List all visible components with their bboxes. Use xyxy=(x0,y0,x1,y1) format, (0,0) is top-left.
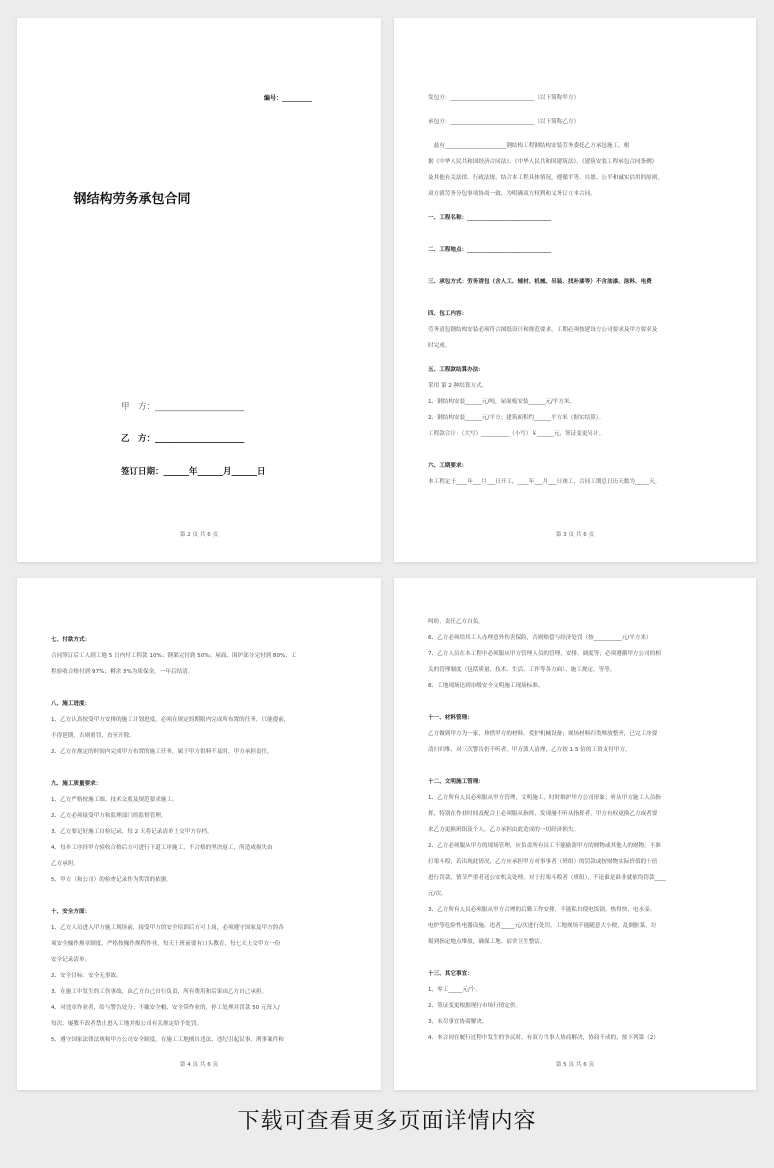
page-footer: 第 5 页 共 6 页 xyxy=(555,1062,595,1068)
body-text-line: 6、乙方必须给其工人办理意外伤害保险，否则赔偿与经济处罚（按__________元/平方米） xyxy=(428,635,652,641)
section-heading: 二、工程地点：______________________________ xyxy=(428,247,552,253)
section-heading: 四、包工内容： xyxy=(428,311,468,317)
body-text-line: 2、钢结构安装______元/平方；建筑面积约______平方米（据实结算）。 xyxy=(428,415,605,421)
body-text-line: 1、钢结构安装______元/吨，屋面板安装______元/平方米。 xyxy=(428,399,576,405)
section-heading: 十、安全方面： xyxy=(51,909,91,915)
body-text-line: 乙方做到甲方为一家，珍惜甲方的材料，爱护机械设备；现场材料归类堆放整齐，已完工序要 xyxy=(428,731,658,737)
body-text-line: 进行罚款，情节严重者送公安机关处理。对于打架斗殴者（班组），不论谁是谁非就依均罚款____ xyxy=(428,875,666,881)
body-text-line: 乙方承担。 xyxy=(51,861,79,867)
document-page-5 xyxy=(394,578,756,1090)
body-text-line: 元/次。 xyxy=(428,891,447,897)
body-text-line: 清扫归堆，对三次警告仍不听者，甲方派人清理，乙方按 1.5 倍的工资支付甲方。 xyxy=(428,747,631,753)
body-text-line: 求乙方更换班组及个人，乙方承担由此造成的一切经济损失。 xyxy=(428,827,580,833)
body-text-line: 4、对违章作业者，给与警告处分；不戴安全帽、安全带作业的，停工处理并罚款 50 元每人/ xyxy=(51,1005,280,1011)
body-text-line: 1、乙方认真按受甲方安排的施工计划进度，必须在规定的期限内完成所布置的任务，只能提前， xyxy=(51,717,290,723)
body-text-line: 采用 第 2 种结算方式。 xyxy=(428,383,488,389)
section-heading: 十一、材料管理： xyxy=(428,715,473,721)
contract-number-label: 编号：__________ xyxy=(264,95,313,102)
section-heading: 九、施工质量要求： xyxy=(51,781,102,787)
body-text-line: 1、乙方严格按施工图、技术交底及规范要求施工。 xyxy=(51,797,178,803)
body-text-line: 2、安全目标：安全无事故。 xyxy=(51,973,122,979)
page-footer: 第 3 页 共 6 页 xyxy=(555,532,595,538)
body-text-line: 圾到指定地点堆放，确保工地、宿舍卫生整洁。 xyxy=(428,939,546,945)
document-page-3 xyxy=(394,18,756,562)
section-heading: 十二、文明施工管理： xyxy=(428,779,484,785)
body-text-line: 挥，特别在作业时间及配合上必须服从指挥，发现屡不听从指挥者，甲方有权更换乙方或者要 xyxy=(428,811,658,817)
body-text-line: 本工程定于____年___月___日开工，____年___月___日竣工，合同工期总日历天数为_____天。 xyxy=(428,479,661,485)
body-text-line: 2、乙方必须服从甲方的现场管理，应负责所有员工不能偷盗甲方的财物或其他人的财物，不准 xyxy=(428,843,661,849)
page-footer: 第 2 页 共 6 页 xyxy=(179,532,219,538)
body-text-line: 关的管理制度（包括质量、技术、生活、工作等各方面）、施工规定、等等。 xyxy=(428,667,616,673)
body-text-line: 4、本合同在履行过程中发生的争议时，有双方当事人协商解决，协商不成的，按下列第（2） xyxy=(428,1035,659,1041)
body-text-line: 8、工地现场达到市级安全文明施工现场标准。 xyxy=(428,683,544,689)
section-heading: 六、工期要求： xyxy=(428,463,468,469)
body-text-line: 5、遵守国家法律法规和甲方公司安全制度，在施工工地擅自违法、违纪引起民事，刑事案件和 xyxy=(51,1037,284,1043)
contract-title: 钢结构劳务承包合同 xyxy=(73,192,191,207)
section-heading: 一、工程名称：______________________________ xyxy=(428,215,552,221)
body-text-line: 7、乙方人员在本工程中必须服从甲方管理人员的管理、安排、调度等；必须遵循甲方公司的相 xyxy=(428,651,661,657)
body-text-line: 3、未尽事宜协商解决。 xyxy=(428,1019,488,1025)
body-text-line: 工程款合计：（大写）__________（小写）￥______元，签证变更另计。 xyxy=(428,431,605,437)
body-text-line: 电炉等危险性电器设施，违者_____元/次进行处罚，工地现场不能随意大小便，乱倒脏菜，垃 xyxy=(428,923,657,929)
section-heading: 七、付款方式： xyxy=(51,637,91,643)
body-text-line: 不得延期，否则重罚，直至开除。 xyxy=(51,733,135,739)
section-heading: 八、施工进度： xyxy=(51,701,91,707)
body-text-line: 4、每步工序经甲方验收合格后方可进行下道工序施工，不合格的坚决返工，所造成损失由 xyxy=(51,845,273,851)
body-text-line: 安全记录清单。 xyxy=(51,957,91,963)
section-heading: 五、工程款结算办法： xyxy=(428,367,484,373)
party-b-line: 乙 方：_____________________ xyxy=(121,434,245,444)
body-text-line: 1、乙方人员进入甲方施工现场前，接受甲方的安全培训后方可上岗，必须遵守国家及甲方的各 xyxy=(51,925,284,931)
body-text-line: 3、乙方要记好施工自检记录，每 2 天将记录清单上交甲方存档。 xyxy=(51,829,213,835)
body-text-line: 打架斗殴；若出现此情况，乙方应承担甲方对事事者（班组）的罚款或按财物实际价值的十倍 xyxy=(428,859,658,865)
body-text-line: 兹有______________________钢结构工程钢结构安装劳务委托乙方承包施工，根 xyxy=(428,143,630,149)
body-text-line: 3、在施工中发生的工伤事故，由乙方自己自行负责，所有费用和后果由乙方自己承担。 xyxy=(51,989,268,995)
body-text-line: 纠纷，责任乙方自负。 xyxy=(428,619,484,625)
body-text-line: 据《中华人民共和国经济合同法》、《中华人民共和国建筑法》、《建筑安装工程承包合同条例》 xyxy=(428,159,658,165)
page-footer: 第 4 页 共 6 页 xyxy=(179,1062,219,1068)
download-caption: 下载可查看更多页面详情内容 xyxy=(237,1109,537,1134)
body-text-line: 1、零工_____元/个。 xyxy=(428,987,481,993)
document-page-cover xyxy=(17,18,381,562)
body-text-line: 及其他有关法律、行政法规，结合本工程具体情况，遵循平等、自愿、公平和诚实信用的原则， xyxy=(428,175,663,181)
body-text-line: 2、签证变更根据现行市场行情定价。 xyxy=(428,1003,522,1009)
body-text-line: 项安全操作规章制度，严格按操作规程作业，每天上班前要有口头教育，每七天上交甲方一份 xyxy=(51,941,281,947)
body-text-line: 1、乙方所有人员必须服从甲方管理，文明施工，时时维护甲方公司形象；听从甲方施工人员指 xyxy=(428,795,661,801)
body-text-line: 2、乙方在规定的时间内完成甲方布置的施工任务，属于甲方供料不及时，甲方承担责任。 xyxy=(51,749,273,755)
body-text-line: 双方就劳务分包事项协商一致，为明确双方权利和义务订立本合同。 xyxy=(428,191,596,197)
party-a-line: 甲 方：_____________________ xyxy=(121,402,245,412)
body-text-line: 程验收合格付到 97%；剩余 3%为质保金，一年后结清。 xyxy=(51,669,194,675)
body-text-line: 2、乙方必须接受甲方和监理部门的监督管理。 xyxy=(51,813,167,819)
body-text-line: 5、甲方（和公司）的检查记录作为奖罚的依据。 xyxy=(51,877,173,883)
body-text-line: 每次，屡教不改者禁止进入工地并报公司有关规定给予处罚。 xyxy=(51,1021,203,1027)
sign-date-line: 签订日期：______年______月______日 xyxy=(121,467,266,477)
body-text-line: 劳务清包钢结构安装必须符合图纸设计和规范要求，工期必须按建设方公司要求及甲方要求及 xyxy=(428,327,658,333)
body-text-line: 3、乙方所有人员必须服从甲方合理的后勤工作安排，不能私自使电饭锅、热得快、电水壶、 xyxy=(428,907,656,913)
body-text-line: 发包方：______________________________（以下简称甲方） xyxy=(428,95,580,101)
section-heading: 三、承包方式：劳务清包（含人工、辅材、机械、吊装、找补漆等）不含油漆、涂料、电费 xyxy=(428,279,652,285)
body-text-line: 时完成。 xyxy=(428,343,451,349)
body-text-line: 承包方：______________________________（以下简称乙方） xyxy=(428,119,580,125)
document-page-4 xyxy=(17,578,381,1090)
section-heading: 十三、其它事宜： xyxy=(428,971,473,977)
body-text-line: 合同签订后工人到工地 5 日内付工程款 10%；钢架完付到 50%；屋面、围护部分完付到 80%；工 xyxy=(51,653,297,659)
